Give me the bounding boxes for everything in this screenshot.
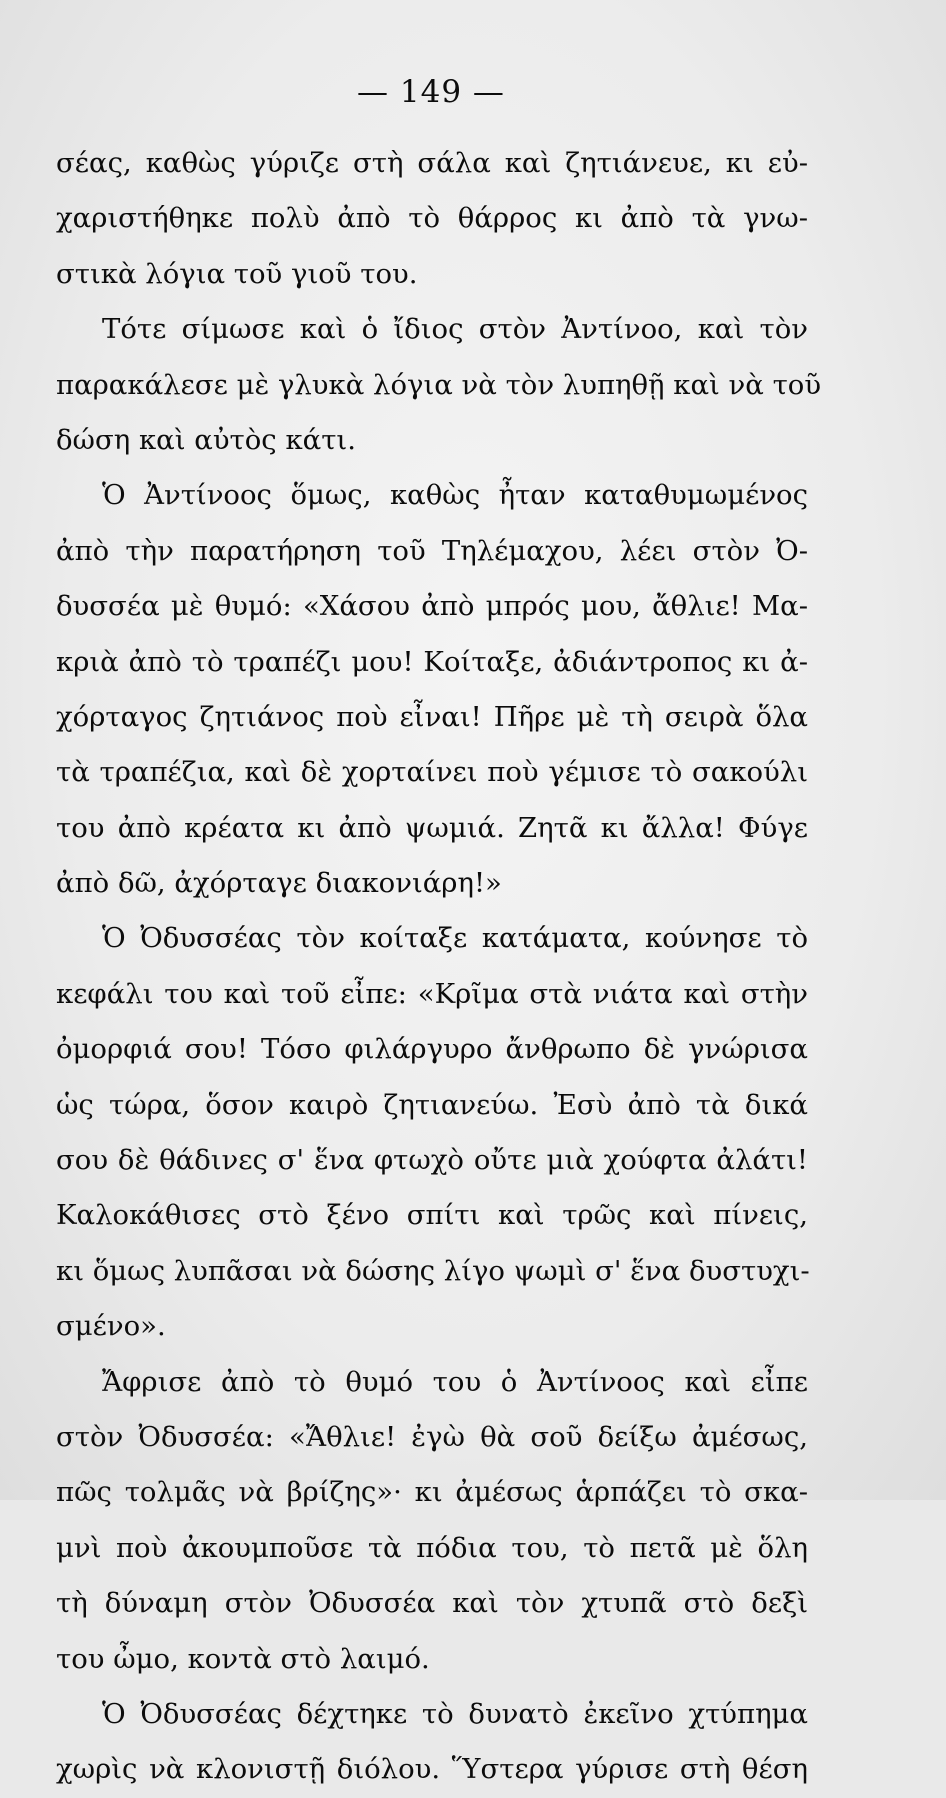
text-line: ἀπὸ δῶ, ἀχόρταγε διακονιάρη!» [56, 867, 502, 900]
text-line: σμένο». [56, 1310, 166, 1343]
text-line: ὡς τώρα, ὅσον καιρὸ ζητιανεύω. Ἐσὺ ἀπὸ τὰ δικά [56, 1088, 808, 1121]
text-line: κριὰ ἀπὸ τὸ τραπέζι μου! Κοίταξε, ἀδιάντροπος κι ἀ- [56, 645, 808, 678]
text-line: πῶς τολμᾶς νὰ βρίζης»· κι ἀμέσως ἁρπάζει τὸ σκα- [56, 1476, 808, 1509]
text-line: τὴ δύναμη στὸν Ὀδυσσέα καὶ τὸν χτυπᾶ στὸ δεξὶ [56, 1587, 808, 1620]
page-number: — 149 — [357, 74, 505, 110]
text-line: Ὁ Ἀντίνοος ὅμως, καθὼς ἦταν καταθυμωμένος [102, 479, 808, 512]
text-line: δώση καὶ αὐτὸς κάτι. [56, 423, 356, 456]
text-line: χόρταγος ζητιάνος ποὺ εἶναι! Πῆρε μὲ τὴ σειρὰ ὅλα [56, 700, 808, 733]
text-line: παρακάλεσε μὲ γλυκὰ λόγια νὰ τὸν λυπηθῇ καὶ νὰ τοῦ [56, 368, 822, 401]
text-line: του ὦμο, κοντὰ στὸ λαιμό. [56, 1642, 430, 1675]
text-line: δυσσέα μὲ θυμό: «Χάσου ἀπὸ μπρός μου, ἄθλιε! Μα- [56, 590, 808, 623]
text-line: σου δὲ θάδινες σ' ἕνα φτωχὸ οὔτε μιὰ χούφτα ἀλάτι! [56, 1144, 808, 1177]
text-line: στὸν Ὀδυσσέα: «Ἄθλιε! ἐγὼ θὰ σοῦ δείξω ἀμέσως, [56, 1420, 808, 1453]
text-line: Ἄφρισε ἀπὸ τὸ θυμό του ὁ Ἀντίνοος καὶ εἶπε [102, 1365, 808, 1398]
text-line: κεφάλι του καὶ τοῦ εἶπε: «Κρῖμα στὰ νιάτα καὶ στὴν [56, 977, 808, 1010]
text-line: ἀπὸ τὴν παρατήρηση τοῦ Τηλέμαχου, λέει στὸν Ὀ- [56, 534, 808, 567]
text-line: τὰ τραπέζια, καὶ δὲ χορταίνει ποὺ γέμισε τὸ σακούλι [56, 756, 808, 789]
body-text [56, 136, 822, 1798]
text-line: ὀμορφιά σου! Τόσο φιλάργυρο ἄνθρωπο δὲ γνώρισα [56, 1033, 808, 1066]
text-line: Τότε σίμωσε καὶ ὁ ἴδιος στὸν Ἀντίνοο, καὶ τὸν [102, 313, 808, 346]
text-line: Καλοκάθισες στὸ ξένο σπίτι καὶ τρῶς καὶ πίνεις, [56, 1199, 808, 1232]
text-line: Ὁ Ὀδυσσέας δέχτηκε τὸ δυνατὸ ἐκεῖνο χτύπημα [102, 1697, 808, 1730]
text-line: στικὰ λόγια τοῦ γιοῦ του. [56, 257, 418, 290]
text-line: χαριστήθηκε πολὺ ἀπὸ τὸ θάρρος κι ἀπὸ τὰ γνω- [56, 202, 808, 235]
text-line: κι ὅμως λυπᾶσαι νὰ δώσης λίγο ψωμὶ σ' ἕνα δυστυχι- [56, 1254, 810, 1287]
text-line: Ὁ Ὀδυσσέας τὸν κοίταξε κατάματα, κούνησε τὸ [102, 922, 808, 955]
text-line: μνὶ ποὺ ἀκουμποῦσε τὰ πόδια του, τὸ πετᾶ μὲ ὅλη [56, 1531, 808, 1564]
text-line: χωρὶς νὰ κλονιστῇ διόλου. Ὕστερα γύρισε στὴ θέση [56, 1753, 808, 1786]
text-line: του ἀπὸ κρέατα κι ἀπὸ ψωμιά. Ζητᾶ κι ἄλλα! Φύγε [56, 811, 808, 844]
text-line: σέας, καθὼς γύριζε στὴ σάλα καὶ ζητιάνευε, κι εὐ- [56, 147, 808, 179]
